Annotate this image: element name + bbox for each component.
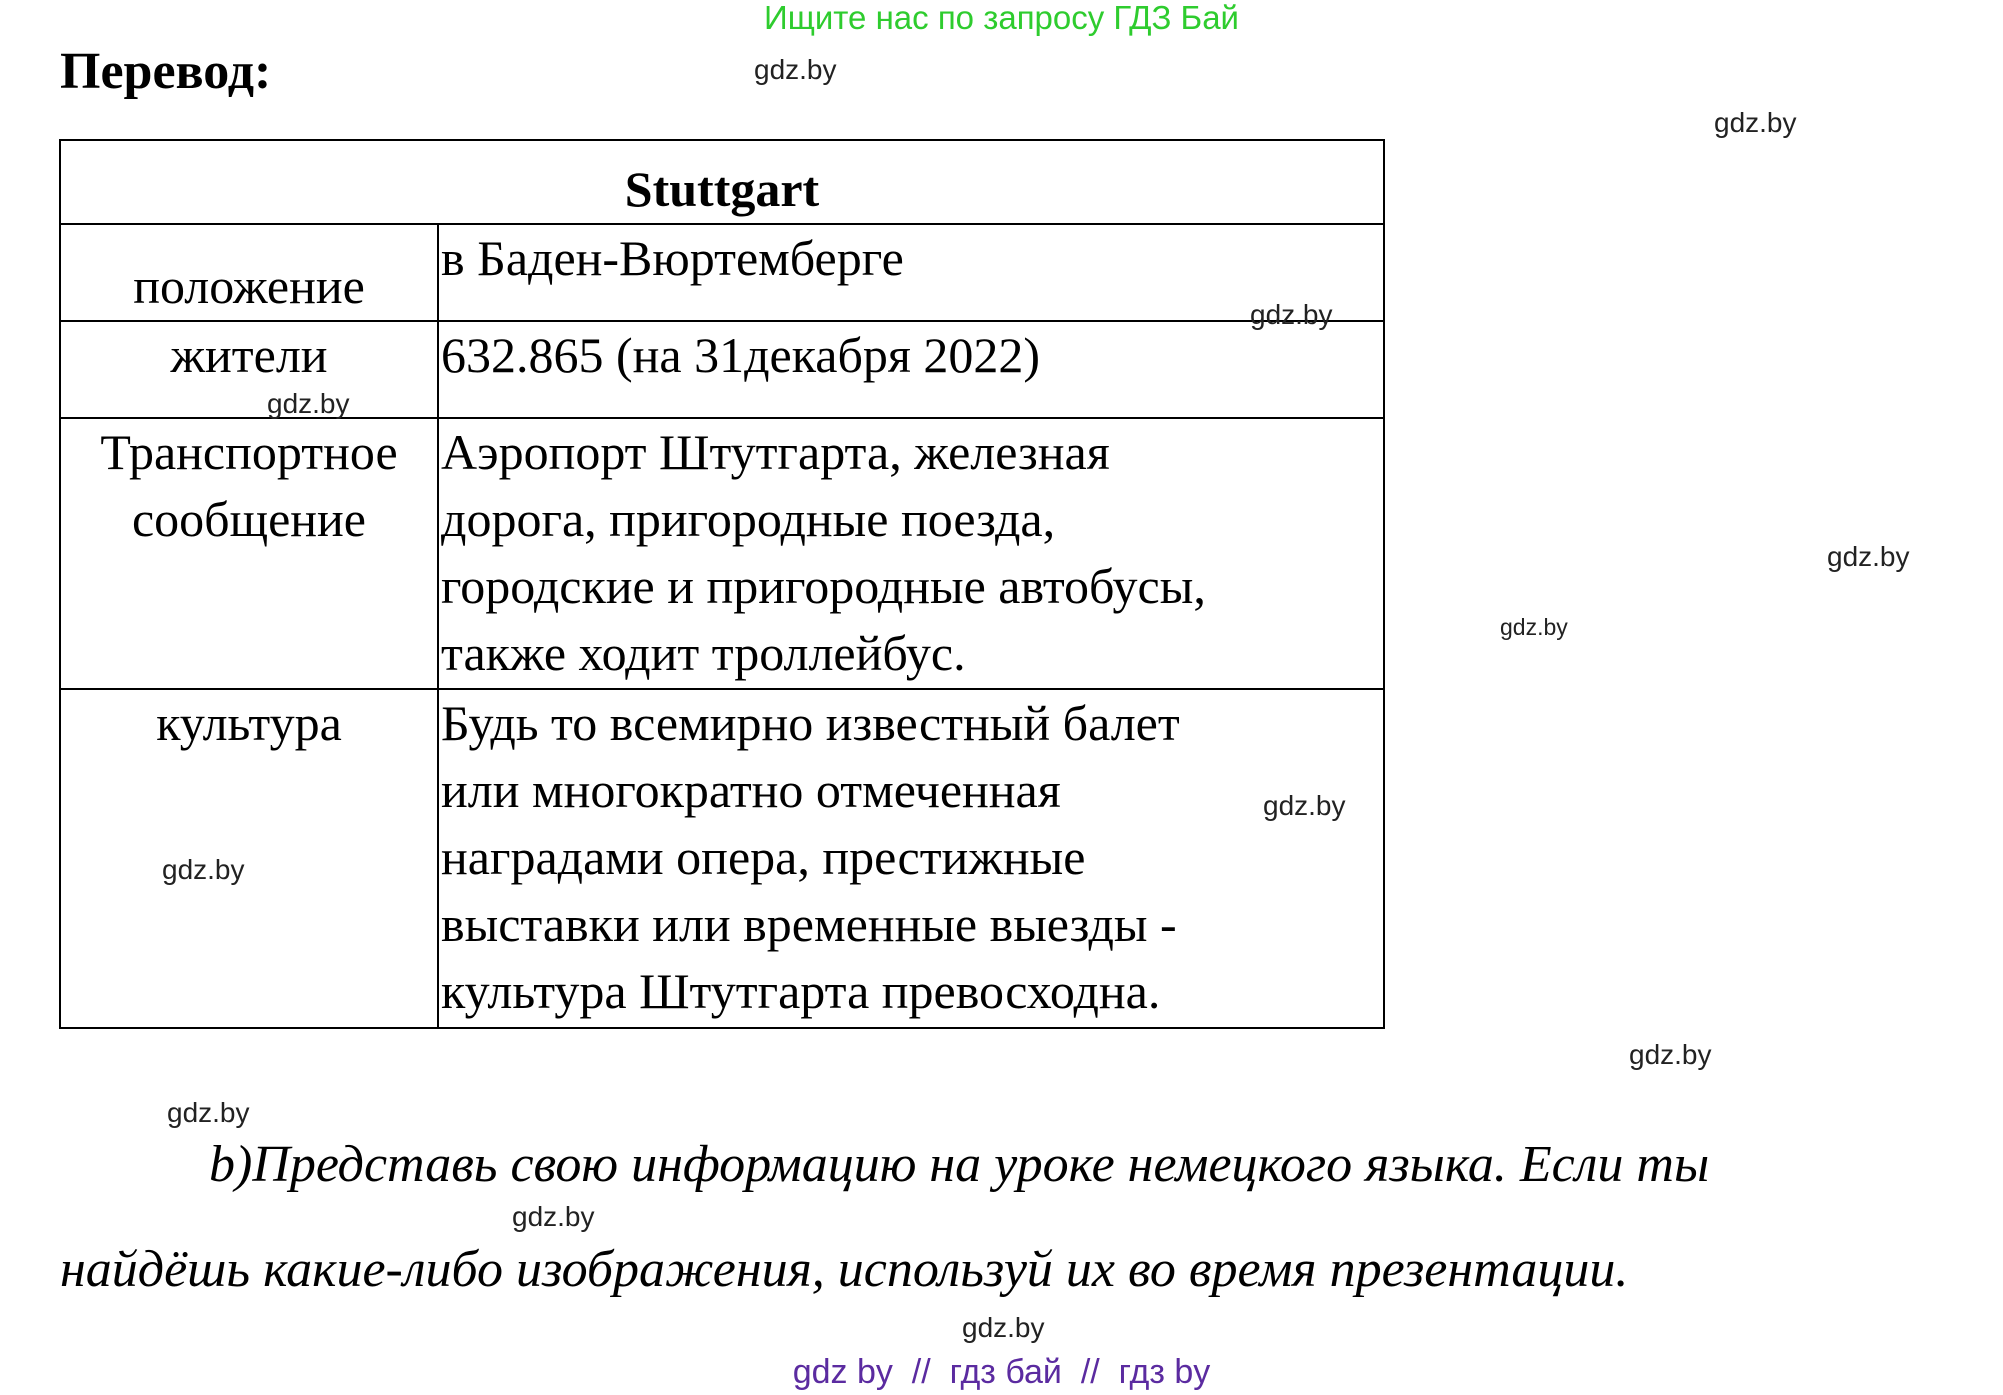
watermark: gdz.by (1827, 541, 1910, 572)
city-info-table (59, 139, 1385, 1029)
watermark: gdz.by (267, 388, 350, 419)
row-value-line: Аэропорт Штутгарта, железная (441, 424, 1110, 480)
row-value-line: Будь то всемирно известный балет (441, 695, 1180, 751)
watermark: gdz.by (962, 1312, 1045, 1343)
row-value-line: или многократно отмеченная (441, 762, 1061, 818)
watermark: gdz.by (1263, 790, 1346, 821)
row-value-line: культура Штутгарта превосходна. (441, 963, 1161, 1019)
table-row (60, 689, 1384, 1028)
table-title-row (60, 140, 1384, 224)
row-label-line: сообщение (131, 491, 367, 547)
watermark: gdz.by (1500, 614, 1568, 640)
task-line-2: найдёшь какие-либо изображения, используй их во время презентации. (60, 1241, 1629, 1298)
row-value-line: наградами опера, престижные (441, 829, 1086, 885)
row-label: жители (60, 321, 438, 418)
row-value-line: также ходит троллейбус. (441, 625, 966, 681)
watermark: gdz.by (1714, 107, 1797, 138)
row-value: в Баден-Вюртемберге (438, 224, 1384, 321)
table-row (60, 418, 1384, 689)
row-label: культура (60, 689, 438, 1028)
watermark: gdz.by (512, 1201, 595, 1232)
page-heading: Перевод: (60, 43, 272, 100)
row-label (60, 418, 438, 689)
row-label-line: Транспортное (100, 424, 398, 480)
watermark: gdz.by (162, 854, 245, 885)
table-row (60, 321, 1384, 418)
row-value: 632.865 (на 31декабря 2022) (438, 321, 1384, 418)
row-value-line: выставки или временные выезды - (441, 896, 1177, 952)
row-value-line: городские и пригородные автобусы, (441, 558, 1206, 614)
search-banner: Ищите нас по запросу ГДЗ Бай (764, 0, 1239, 36)
watermark: gdz.by (1250, 299, 1333, 330)
table-row (60, 224, 1384, 321)
watermark: gdz.by (754, 54, 837, 85)
footer-links: gdz by // гдз бай // гдз by (792, 1353, 1211, 1391)
row-label: положение (60, 224, 438, 321)
row-value-line: дорога, пригородные поезда, (441, 491, 1056, 547)
table-title: Stuttgart (60, 140, 1384, 224)
row-value (438, 689, 1384, 1028)
row-value (438, 418, 1384, 689)
task-line-1: b)Представь свою информацию на уроке немецкого языка. Если ты (209, 1136, 1710, 1193)
watermark: gdz.by (1629, 1039, 1712, 1070)
watermark: gdz.by (167, 1097, 250, 1128)
